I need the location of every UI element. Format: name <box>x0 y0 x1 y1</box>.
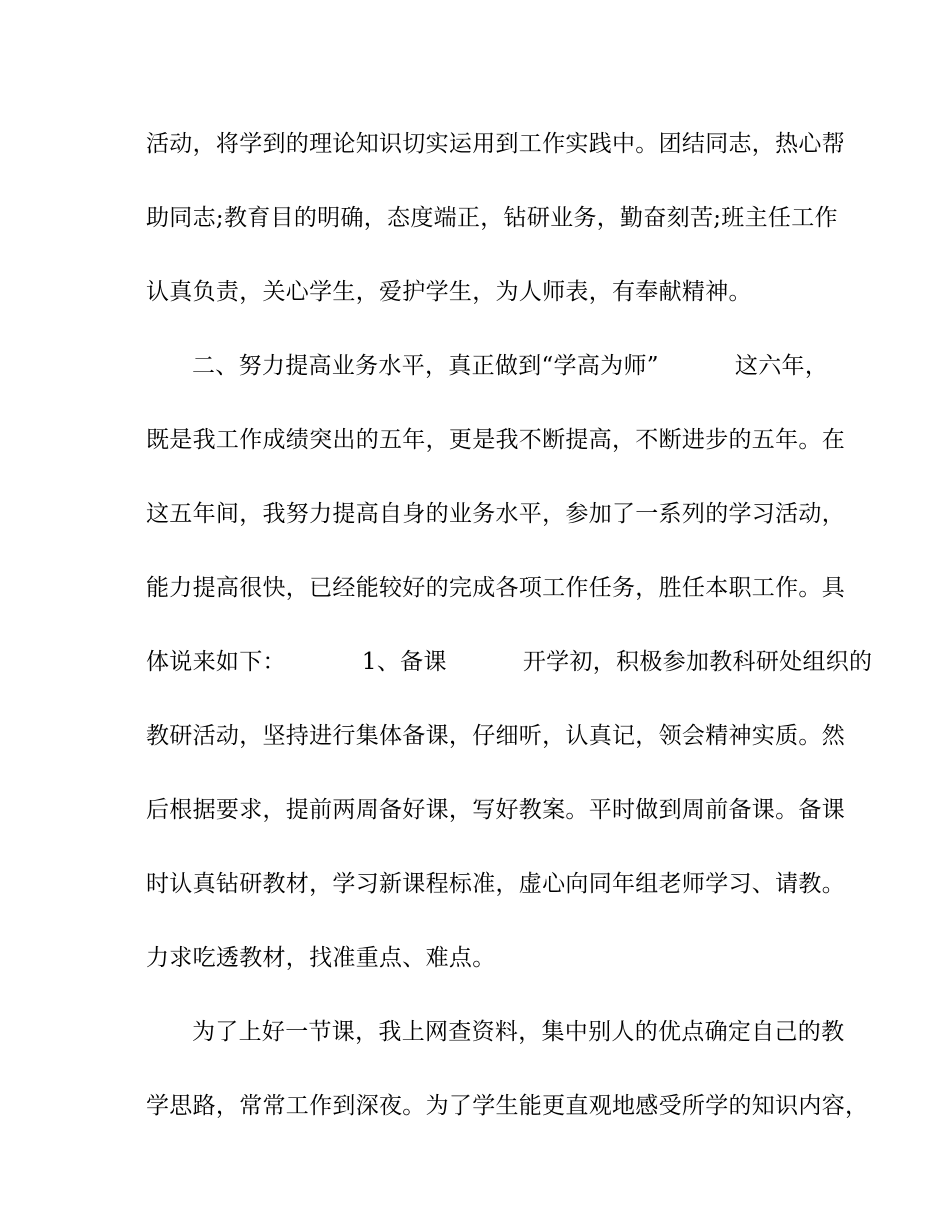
text-line: 既是我工作成绩突出的五年，更是我不断提高，不断进步的五年。在 <box>146 427 845 453</box>
text-line: 认真负责，关心学生，爱护学生，为人师表，有奉献精神。 <box>146 279 752 305</box>
text-line: 后根据要求，提前两周备好课，写好教案。平时做到周前备课。备课 <box>146 797 845 823</box>
document-body <box>146 124 873 1160</box>
text-line: 能力提高很快，已经能较好的完成各项工作任务，胜任本职工作。具 <box>146 575 845 601</box>
text-line: 体说来如下： 1、备课 开学初，积极参加教科研处组织的 <box>146 649 873 675</box>
text-line: 时认真钻研教材，学习新课程标准，虚心向同年组老师学习、请教。 <box>146 871 845 897</box>
text-line: 这五年间，我努力提高自身的业务水平，参加了一系列的学习活动， <box>146 501 845 527</box>
text-line: 活动，将学到的理论知识切实运用到工作实践中。团结同志，热心帮 <box>146 131 845 157</box>
text-line: 助同志;教育目的明确，态度端正，钻研业务，勤奋刻苦;班主任工作 <box>146 205 838 231</box>
section-heading-line: 二、努力提高业务水平，真正做到“学高为师” 这六年， <box>192 353 829 379</box>
paragraph-start-line: 为了上好一节课，我上网查资料，集中别人的优点确定自己的教 <box>192 1019 845 1045</box>
text-line: 学思路，常常工作到深夜。为了学生能更直观地感受所学的知识内容， <box>146 1093 869 1119</box>
text-line: 力求吃透教材，找准重点、难点。 <box>146 945 496 971</box>
text-line: 教研活动，坚持进行集体备课，仔细听，认真记，领会精神实质。然 <box>146 723 845 749</box>
